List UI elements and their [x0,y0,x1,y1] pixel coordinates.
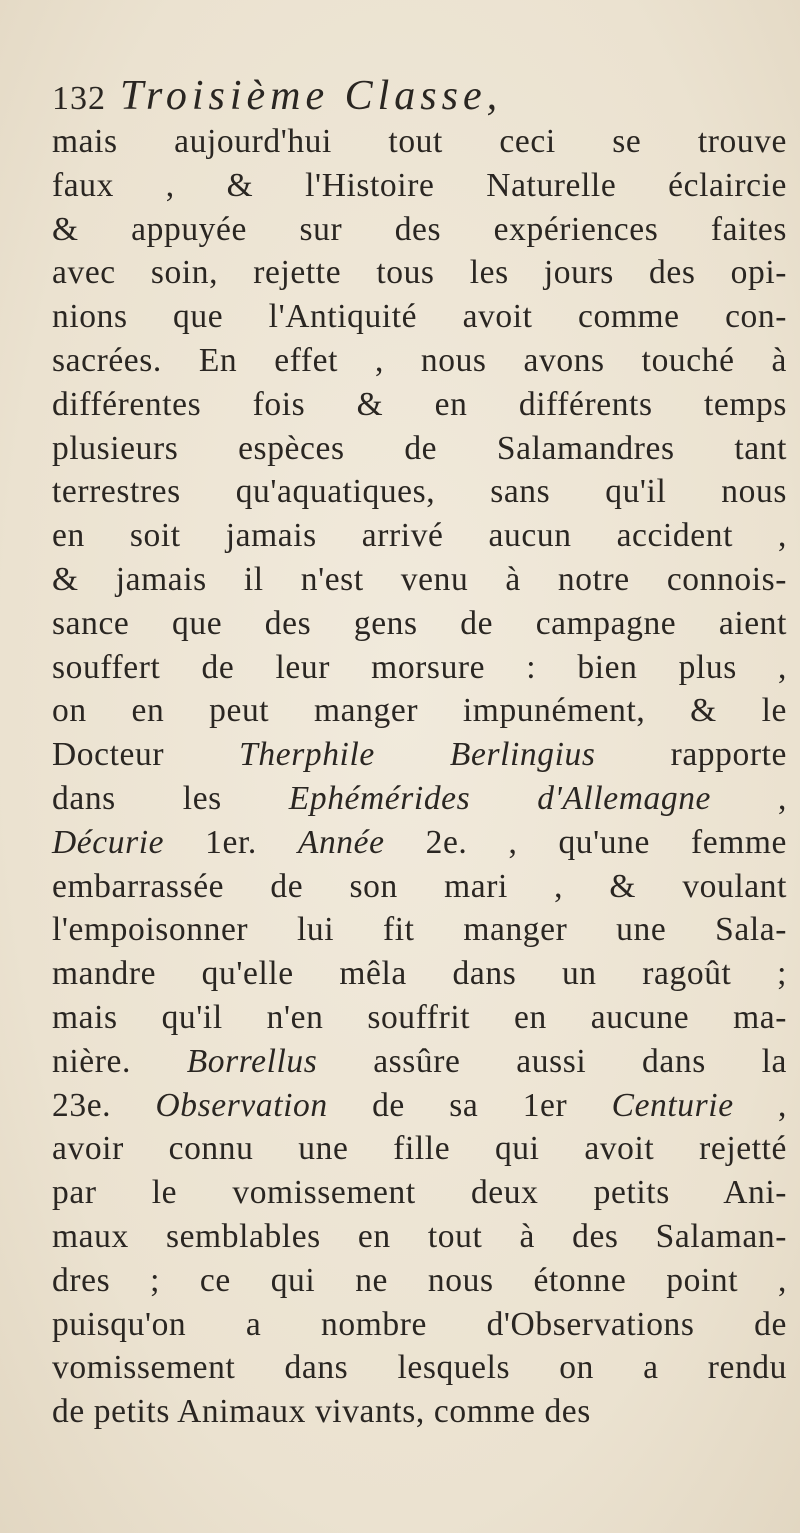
text-line: différentes fois & en différents temps [52,385,787,423]
text-line: nière. Borrellus assûre aussi dans la [52,1042,787,1080]
running-header [52,72,772,123]
text-line: l'empoisonner lui fit manger une Sala- [52,911,787,949]
text-line: de petits Animaux vivants, comme des [52,1393,591,1431]
page-number: 132 [52,80,106,117]
text-line: 23e. Observation de sa 1er Centurie , [52,1086,787,1124]
text-line: terrestres qu'aquatiques, sans qu'il nous [52,473,787,511]
text-line: faux , & l'Histoire Naturelle éclaircie [52,166,787,204]
running-title: Troisième Classe, [120,73,503,119]
text-line: avec soin, rejette tous les jours des opi- [52,254,787,292]
text-line: Docteur Therphile Berlingius rapporte [52,736,787,774]
text-line: sacrées. En effet , nous avons touché à [52,341,787,379]
text-line: sance que des gens de campagne aient [52,604,787,642]
text-line: mais aujourd'hui tout ceci se trouve [52,123,787,160]
text-line: embarrassée de son mari , & voulant [52,867,787,905]
text-line: & appuyée sur des expériences faites [52,210,787,248]
text-line: on en peut manger impunément, & le [52,692,787,730]
text-line: avoir connu une fille qui avoit rejetté [52,1130,787,1168]
text-line: & jamais il n'est venu à notre connois- [52,560,787,598]
body-text [52,120,787,1434]
text-line: souffert de leur morsure : bien plus , [52,648,787,686]
text-line: vomissement dans lesquels on a rendu [52,1349,787,1387]
text-line: maux semblables en tout à des Salaman- [52,1217,787,1255]
text-line: par le vomissement deux petits Ani- [52,1174,787,1212]
text-line: dans les Ephémérides d'Allemagne , [52,779,787,817]
text-line: mais qu'il n'en souffrit en aucune ma- [52,998,787,1036]
text-line: mandre qu'elle mêla dans un ragoût ; [52,955,787,993]
text-line: plusieurs espèces de Salamandres tant [52,429,787,467]
text-line: dres ; ce qui ne nous étonne point , [52,1261,787,1299]
text-line: puisqu'on a nombre d'Observations de [52,1305,787,1343]
text-line: nions que l'Antiquité avoit comme con- [52,298,787,336]
text-line: Décurie 1er. Année 2e. , qu'une femme [52,823,787,861]
text-line: en soit jamais arrivé aucun accident , [52,517,787,555]
